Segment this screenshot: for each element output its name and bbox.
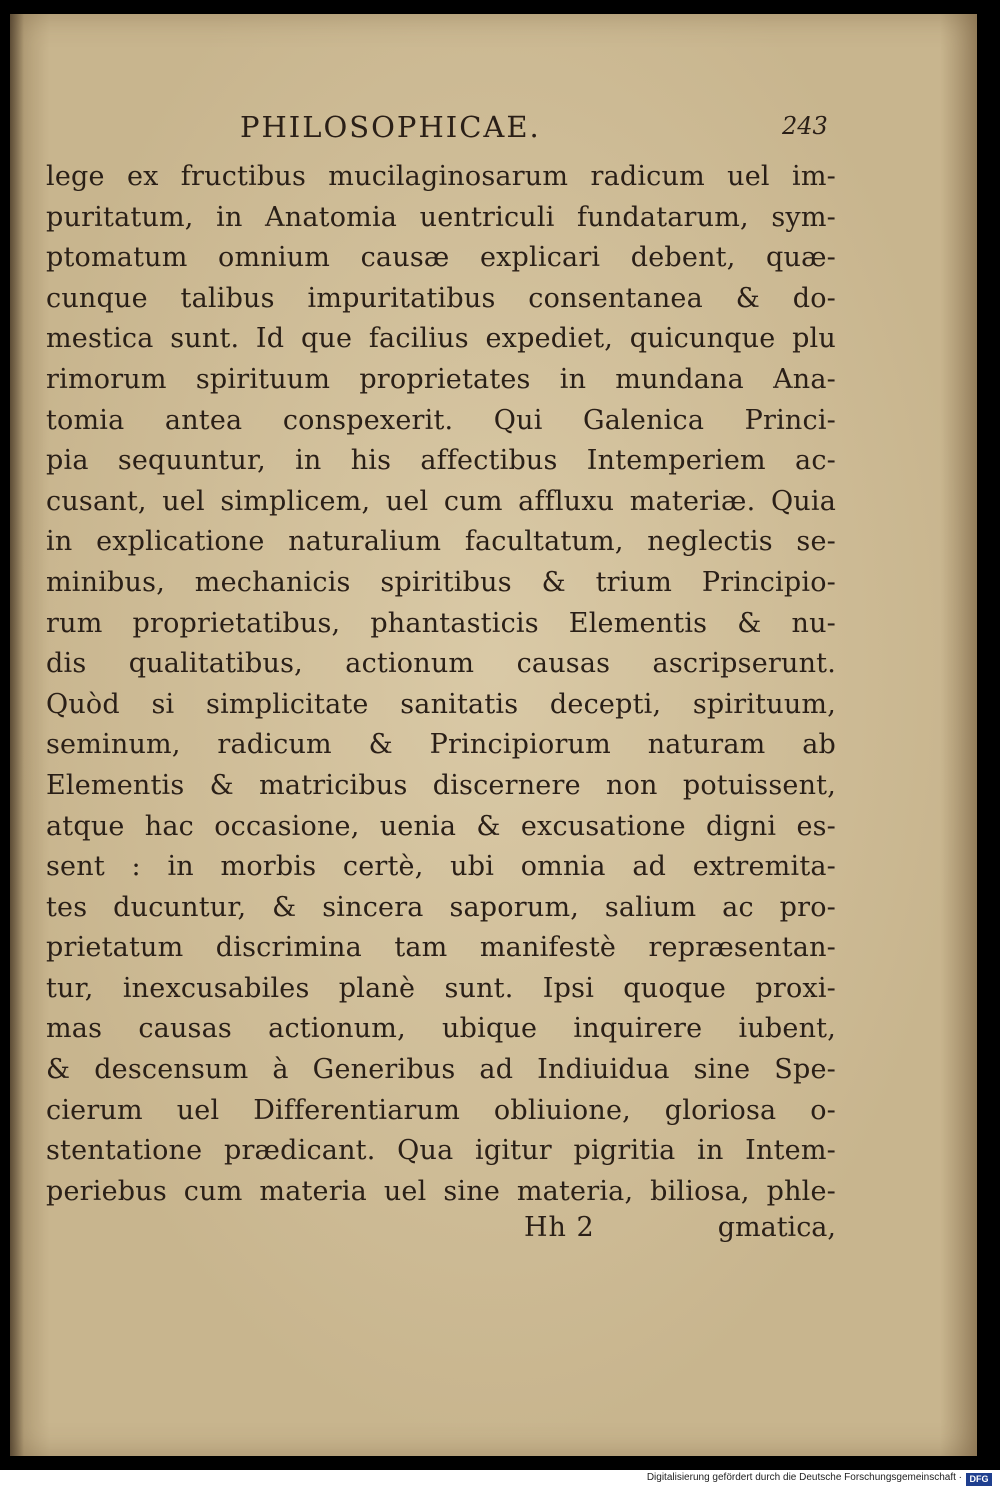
binding-shadow <box>10 14 24 1456</box>
text-line: tur, inexcusabiles planè sunt. Ipsi quoque proxi- <box>46 972 836 1004</box>
text-line: lege ex fructibus mucilaginosarum radicum uel im- <box>46 161 836 192</box>
text-line: stentatione prædicant. Qua igitur pigritia in Intem- <box>46 1135 836 1167</box>
text-line: mas causas actionum, ubique inquirere iubent, <box>46 1013 836 1045</box>
footer-credit: Digitalisierung gefördert durch die Deutsche Forschungsgemeinschaft · <box>646 1472 962 1483</box>
text-line: & descensum à Generibus ad Indiuidua sine Spe- <box>46 1054 836 1086</box>
text-line: in explicatione naturalium facultatum, neglectis se- <box>46 526 836 558</box>
text-line: atque hac occasione, uenia & excusatione digni es- <box>46 810 836 842</box>
text-line: dis qualitatibus, actionum causas ascripserunt. <box>46 648 836 680</box>
text-line: seminum, radicum & Principiorum naturam ab <box>46 729 836 761</box>
text-line: puritatum, in Anatomia uentriculi fundatarum, sym- <box>46 201 836 233</box>
text-line: Quòd si simplicitate sanitatis decepti, spirituum, <box>46 688 836 720</box>
running-title: PHILOSOPHICAE. <box>240 110 541 144</box>
dfg-logo: DFG <box>966 1473 992 1486</box>
text-line: prietatum discrimina tam manifestè repræsentan- <box>46 932 836 964</box>
running-head <box>10 110 977 150</box>
text-line: minibus, mechanicis spiritibus & trium Principio- <box>46 566 836 598</box>
text-line: Elementis & matricibus discernere non potuissent, <box>46 769 836 801</box>
body-text <box>46 157 836 1212</box>
text-line: tomia antea conspexerit. Qui Galenica Princi- <box>46 404 836 436</box>
text-line: rum proprietatibus, phantasticis Elementis & nu- <box>46 607 836 639</box>
book-page <box>10 14 977 1456</box>
catch-row <box>46 1212 836 1256</box>
text-line: cusant, uel simplicem, uel cum affluxu materiæ. Quia <box>46 485 836 517</box>
text-line: mestica sunt. Id que facilius expediet, quicunque plu <box>46 323 836 355</box>
text-line: sent : in morbis certè, ubi omnia ad extremita- <box>46 851 836 883</box>
text-line: cunque talibus impuritatibus consentanea & do- <box>46 282 836 314</box>
text-line: ptomatum omnium causæ explicari debent, quæ- <box>46 242 836 274</box>
text-line: pia sequuntur, in his affectibus Intemperiem ac- <box>46 445 836 477</box>
text-line: periebus cum materia uel sine materia, biliosa, phle- <box>46 1175 836 1207</box>
text-line: cierum uel Differentiarum obliuione, gloriosa o- <box>46 1094 836 1126</box>
signature-mark: Hh 2 <box>524 1212 595 1243</box>
text-line: rimorum spirituum proprietates in mundana Ana- <box>46 363 836 395</box>
page-number: 243 <box>782 112 828 140</box>
text-line: tes ducuntur, & sincera saporum, salium ac pro- <box>46 891 836 923</box>
catchword: gmatica, <box>717 1212 836 1243</box>
